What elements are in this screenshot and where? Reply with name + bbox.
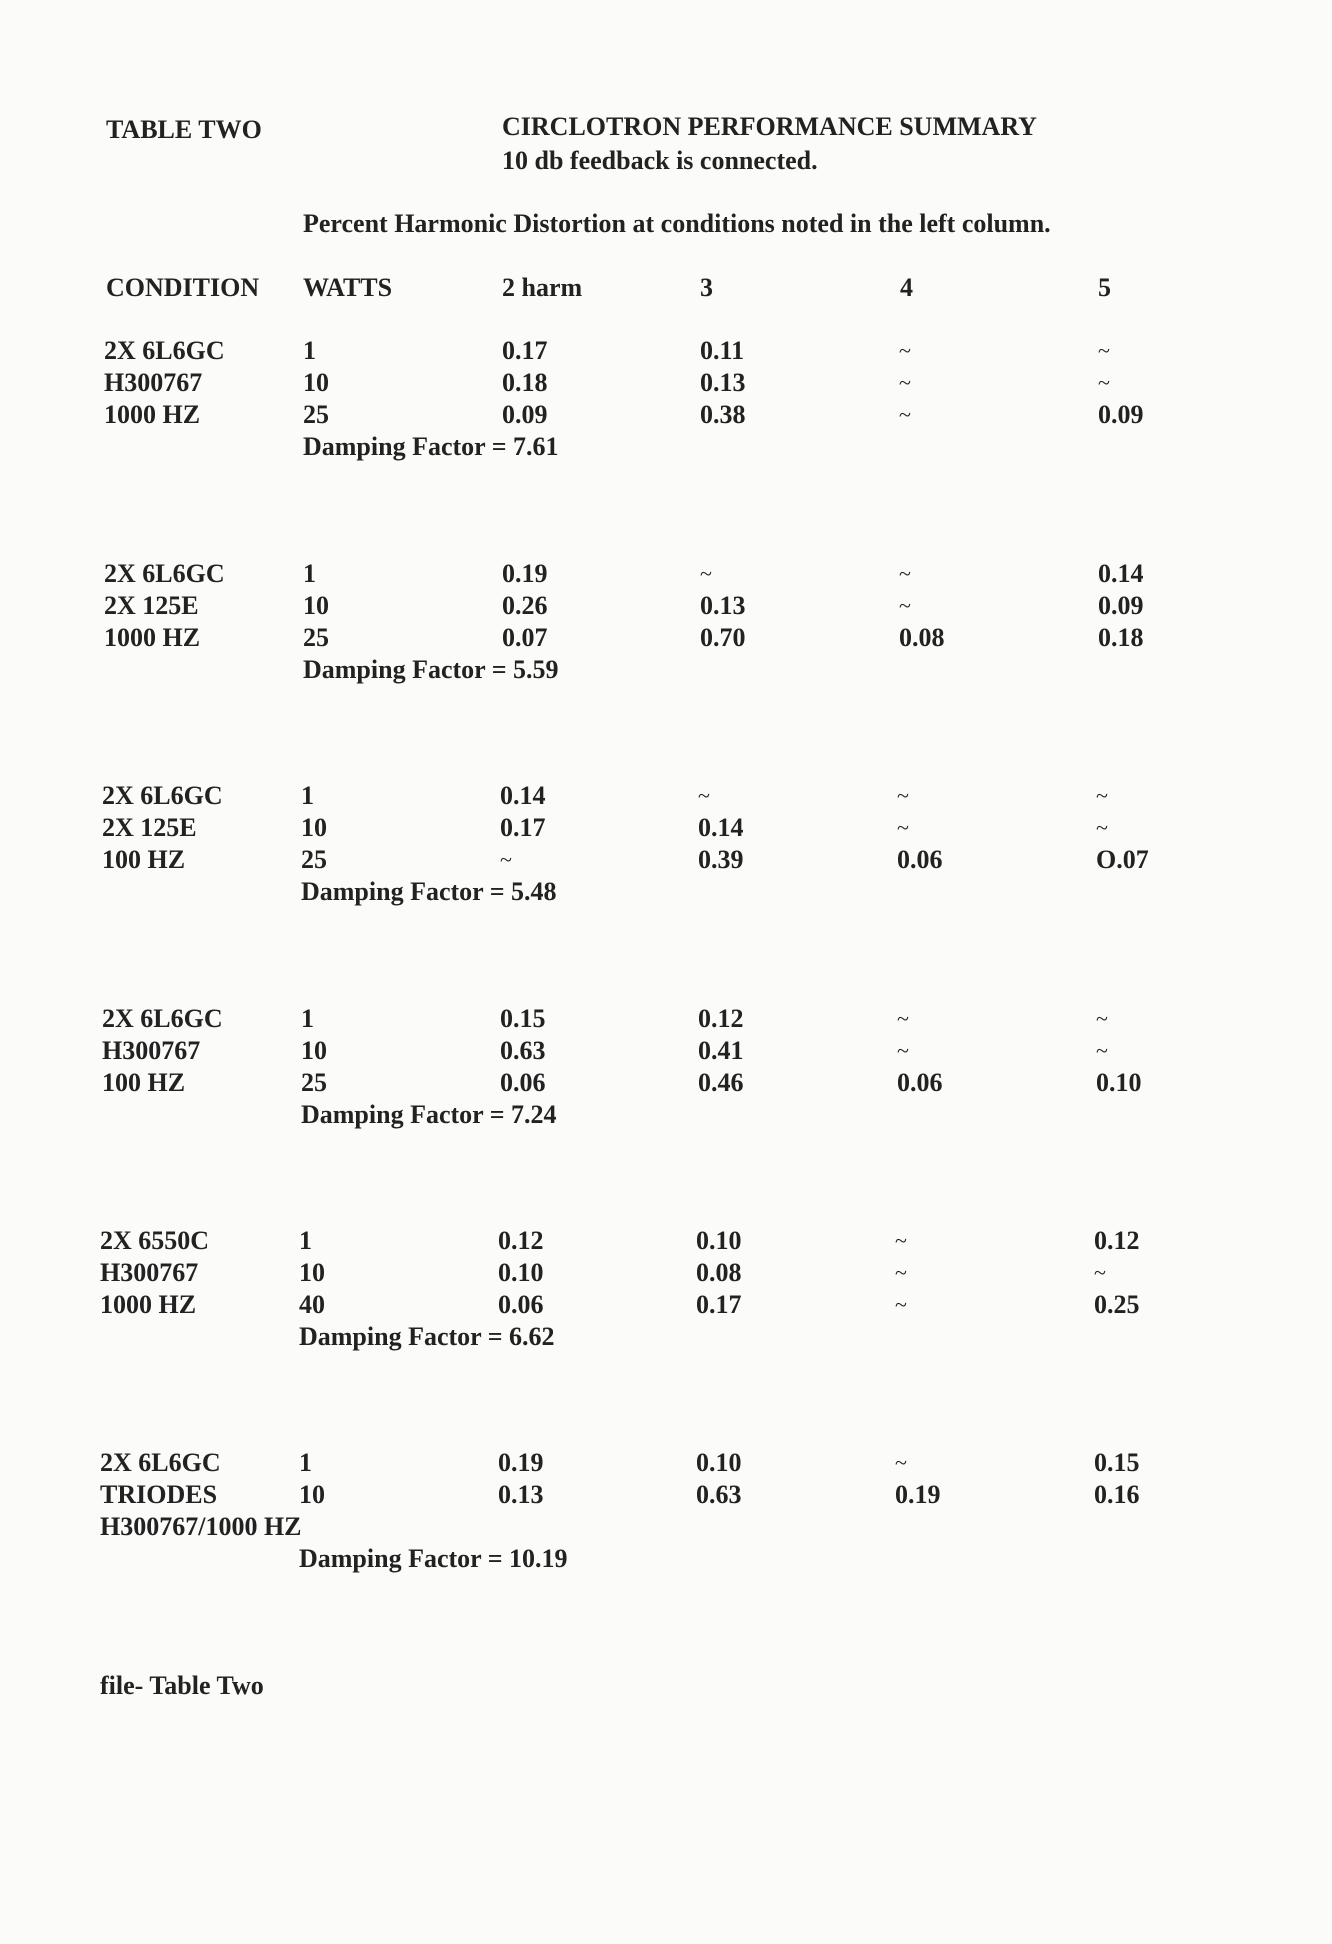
cell-harm-3: 0.14 [698, 813, 744, 842]
cell-harm-4: 0.08 [899, 623, 945, 652]
cell-watts: 1 [301, 1004, 314, 1033]
condition-label: 2X 6L6GC [102, 781, 223, 810]
cell-harm-5: 0.09 [1098, 400, 1144, 429]
cell-harm-5: O.07 [1096, 845, 1149, 874]
cell-harm-2: 0.26 [502, 591, 548, 620]
cell-harm-4: ~ [897, 1038, 909, 1063]
cell-harm-5: ~ [1098, 338, 1110, 363]
column-header-watts: WATTS [303, 273, 393, 302]
cell-harm-4: 0.19 [895, 1480, 941, 1509]
damping-factor: Damping Factor = 7.61 [303, 432, 559, 461]
cell-harm-3: 0.70 [700, 623, 746, 652]
page-title: CIRCLOTRON PERFORMANCE SUMMARY [502, 112, 1037, 141]
condition-label: 100 HZ [102, 1068, 186, 1097]
cell-harm-2: 0.19 [498, 1448, 544, 1477]
column-header-3: 3 [700, 273, 713, 302]
cell-harm-4: 0.06 [897, 845, 943, 874]
cell-harm-5: 0.15 [1094, 1448, 1140, 1477]
cell-harm-5: 0.16 [1094, 1480, 1140, 1509]
condition-label: 1000 HZ [104, 400, 201, 429]
cell-harm-4: ~ [899, 561, 911, 586]
cell-harm-3: 0.46 [698, 1068, 744, 1097]
cell-harm-2: 0.09 [502, 400, 548, 429]
cell-harm-2: 0.17 [502, 336, 548, 365]
cell-watts: 40 [299, 1290, 325, 1319]
page-subtitle: 10 db feedback is connected. [502, 146, 818, 175]
cell-harm-3: 0.63 [696, 1480, 742, 1509]
cell-watts: 10 [299, 1258, 325, 1287]
cell-harm-5: 0.14 [1098, 559, 1144, 588]
cell-harm-5: 0.12 [1094, 1226, 1140, 1255]
cell-harm-4: ~ [897, 1006, 909, 1031]
cell-harm-2: 0.10 [498, 1258, 544, 1287]
condition-label: H300767 [100, 1258, 199, 1287]
cell-watts: 10 [301, 813, 327, 842]
cell-harm-2: 0.17 [500, 813, 546, 842]
condition-label: 2X 6L6GC [100, 1448, 221, 1477]
cell-harm-4: ~ [895, 1260, 907, 1285]
cell-harm-3: 0.11 [700, 336, 745, 365]
cell-harm-2: 0.18 [502, 368, 548, 397]
cell-harm-3: ~ [698, 783, 710, 808]
cell-watts: 10 [301, 1036, 327, 1065]
cell-harm-5: ~ [1096, 815, 1108, 840]
condition-label: H300767 [104, 368, 203, 397]
damping-factor: Damping Factor = 5.48 [301, 877, 557, 906]
damping-factor: Damping Factor = 6.62 [299, 1322, 555, 1351]
cell-harm-4: ~ [897, 815, 909, 840]
measurement-group [0, 338, 1332, 508]
cell-harm-3: 0.38 [700, 400, 746, 429]
damping-factor: Damping Factor = 7.24 [301, 1100, 557, 1129]
cell-harm-2: 0.15 [500, 1004, 546, 1033]
cell-harm-2: ~ [500, 847, 512, 872]
condition-label: 2X 6L6GC [102, 1004, 223, 1033]
table-note: Percent Harmonic Distortion at conditions noted in the left column. [303, 209, 1051, 238]
cell-harm-3: 0.13 [700, 591, 746, 620]
cell-harm-3: 0.08 [696, 1258, 742, 1287]
cell-harm-5: 0.09 [1098, 591, 1144, 620]
condition-label: 1000 HZ [100, 1290, 197, 1319]
condition-label: 2X 6550C [100, 1226, 210, 1255]
condition-label: H300767/1000 HZ [100, 1512, 302, 1541]
damping-factor: Damping Factor = 5.59 [303, 655, 559, 684]
condition-label: 100 HZ [102, 845, 186, 874]
cell-watts: 1 [299, 1226, 312, 1255]
cell-harm-2: 0.12 [498, 1226, 544, 1255]
cell-harm-5: ~ [1094, 1260, 1106, 1285]
column-header-5: 5 [1098, 273, 1111, 302]
cell-harm-3: 0.10 [696, 1448, 742, 1477]
cell-harm-2: 0.06 [498, 1290, 544, 1319]
cell-harm-4: ~ [895, 1450, 907, 1475]
measurement-group [0, 1450, 1332, 1620]
table-label: TABLE TWO [106, 115, 262, 144]
cell-harm-5: 0.10 [1096, 1068, 1142, 1097]
condition-label: 2X 6L6GC [104, 336, 225, 365]
measurement-group [0, 1228, 1332, 1398]
cell-watts: 25 [303, 400, 329, 429]
cell-harm-5: ~ [1096, 1038, 1108, 1063]
cell-watts: 25 [301, 1068, 327, 1097]
measurement-group [0, 561, 1332, 731]
cell-harm-4: 0.06 [897, 1068, 943, 1097]
cell-harm-2: 0.19 [502, 559, 548, 588]
cell-watts: 25 [303, 623, 329, 652]
cell-harm-3: 0.41 [698, 1036, 744, 1065]
cell-harm-3: 0.17 [696, 1290, 742, 1319]
condition-label: TRIODES [100, 1480, 218, 1509]
cell-harm-4: ~ [899, 593, 911, 618]
cell-harm-2: 0.07 [502, 623, 548, 652]
cell-harm-2: 0.14 [500, 781, 546, 810]
cell-harm-2: 0.63 [500, 1036, 546, 1065]
cell-harm-4: ~ [899, 402, 911, 427]
cell-harm-3: 0.10 [696, 1226, 742, 1255]
cell-harm-2: 0.06 [500, 1068, 546, 1097]
cell-harm-5: 0.18 [1098, 623, 1144, 652]
cell-harm-4: ~ [899, 370, 911, 395]
cell-harm-4: ~ [895, 1228, 907, 1253]
cell-harm-3: 0.13 [700, 368, 746, 397]
cell-harm-5: 0.25 [1094, 1290, 1140, 1319]
cell-watts: 10 [303, 368, 329, 397]
condition-label: 2X 6L6GC [104, 559, 225, 588]
cell-harm-4: ~ [895, 1292, 907, 1317]
condition-label: 1000 HZ [104, 623, 201, 652]
measurement-group [0, 783, 1332, 953]
cell-watts: 10 [299, 1480, 325, 1509]
cell-watts: 25 [301, 845, 327, 874]
column-header-4: 4 [900, 273, 913, 302]
cell-watts: 1 [301, 781, 314, 810]
cell-harm-4: ~ [899, 338, 911, 363]
cell-harm-5: ~ [1096, 1006, 1108, 1031]
cell-harm-2: 0.13 [498, 1480, 544, 1509]
cell-watts: 1 [303, 336, 316, 365]
cell-watts: 10 [303, 591, 329, 620]
measurement-group [0, 1006, 1332, 1176]
cell-harm-4: ~ [897, 783, 909, 808]
column-header-2-harm: 2 harm [502, 273, 583, 302]
condition-label: 2X 125E [104, 591, 199, 620]
cell-watts: 1 [299, 1448, 312, 1477]
cell-harm-5: ~ [1096, 783, 1108, 808]
cell-watts: 1 [303, 559, 316, 588]
cell-harm-5: ~ [1098, 370, 1110, 395]
file-note: file- Table Two [100, 1671, 264, 1700]
condition-label: 2X 125E [102, 813, 197, 842]
column-header-condition: CONDITION [106, 273, 260, 302]
cell-harm-3: 0.39 [698, 845, 744, 874]
cell-harm-3: ~ [700, 561, 712, 586]
condition-label: H300767 [102, 1036, 201, 1065]
cell-harm-3: 0.12 [698, 1004, 744, 1033]
damping-factor: Damping Factor = 10.19 [299, 1544, 568, 1573]
